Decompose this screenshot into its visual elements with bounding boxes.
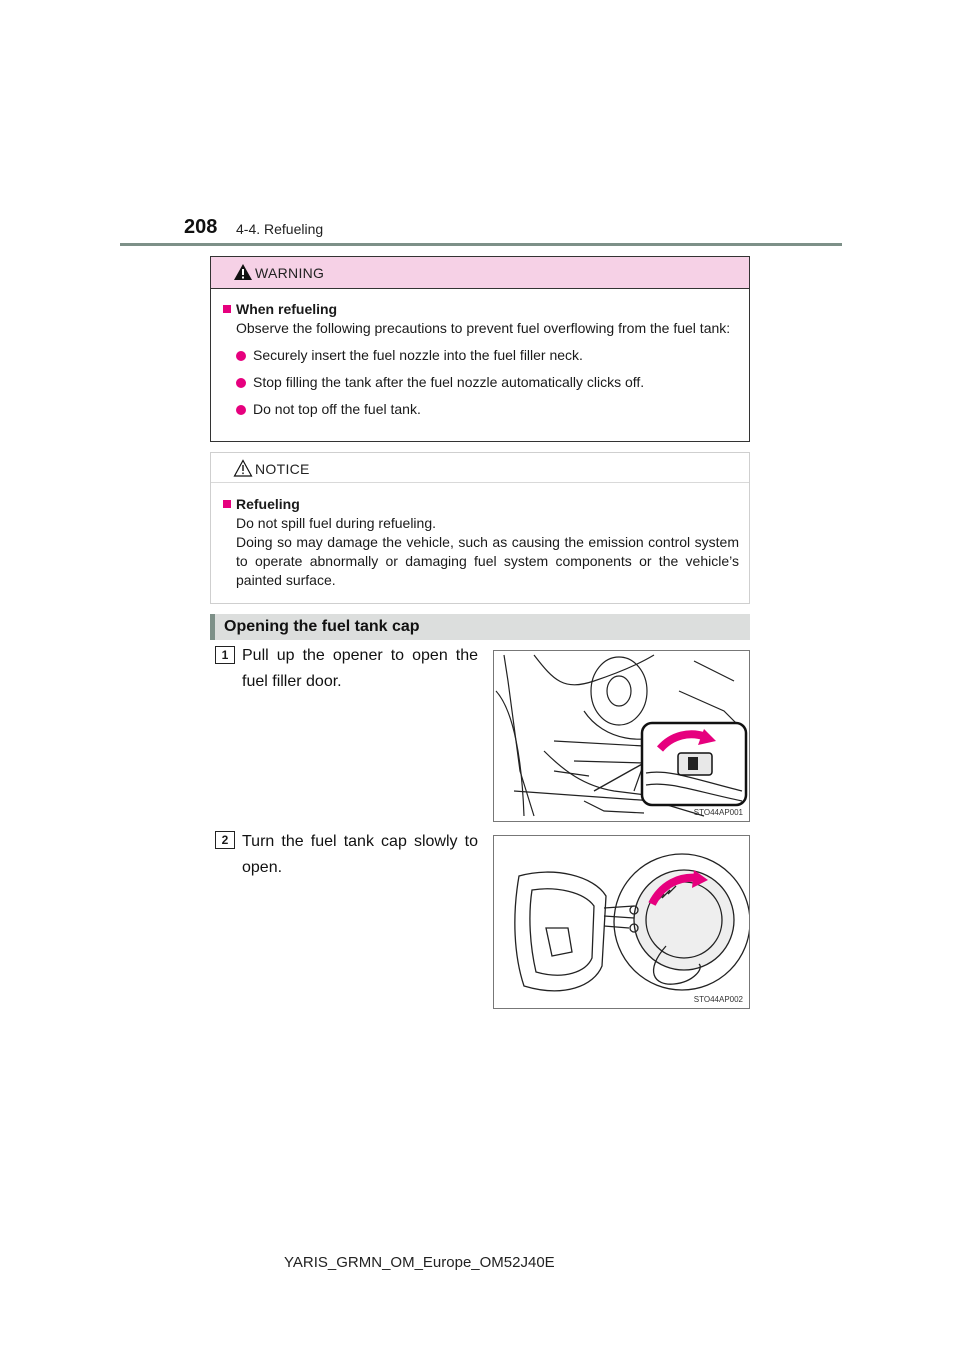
- warning-header: [211, 257, 749, 289]
- warning-intro: Observe the following precautions to prevent fuel overflowing from the fuel tank:: [236, 320, 731, 336]
- square-bullet-icon: [223, 305, 231, 313]
- document-footer: YARIS_GRMN_OM_Europe_OM52J40E: [284, 1254, 555, 1271]
- notice-box: [210, 452, 750, 604]
- figure-fuel-tank-cap: [493, 835, 750, 1009]
- notice-line-2: Doing so may damage the vehicle, such as causing the emission control system to operate abnormally or damaging fuel system components or the vehicle’s painted surface.: [236, 534, 739, 588]
- step-text-1: Pull up the opener to open the fuel filler door.: [242, 647, 478, 690]
- notice-label: NOTICE: [255, 461, 310, 477]
- step-number-2: 2: [215, 831, 235, 849]
- step-number-1: 1: [215, 646, 235, 664]
- fuel-cap-illustration: [494, 836, 750, 1009]
- warning-bullet-text: Do not top off the fuel tank.: [253, 401, 421, 417]
- caution-icon: [233, 459, 253, 477]
- warning-bullet: [223, 346, 739, 365]
- circle-bullet-icon: [236, 351, 246, 361]
- warning-bullet: [223, 400, 739, 419]
- page-number: 208: [184, 216, 218, 238]
- warning-subhead-text: When refueling: [236, 301, 338, 317]
- notice-subhead-text: Refueling: [236, 496, 300, 512]
- header-rule: [120, 243, 842, 246]
- step-text-2: Turn the fuel tank cap slowly to open.: [242, 833, 478, 876]
- section-heading: [210, 614, 750, 640]
- figure-fuel-door-opener: [493, 650, 750, 822]
- notice-header: [211, 453, 749, 483]
- warning-bullet-text: Stop filling the tank after the fuel nozzle automatically clicks off.: [253, 374, 645, 390]
- notice-content: [211, 483, 749, 590]
- circle-bullet-icon: [236, 405, 246, 415]
- section-accent: [210, 614, 215, 640]
- warning-bullet: [223, 373, 739, 392]
- warning-label: WARNING: [255, 265, 325, 281]
- warning-icon: [233, 263, 253, 281]
- section-title: Opening the fuel tank cap: [224, 618, 420, 635]
- section-label: 4-4. Refueling: [236, 221, 324, 237]
- warning-content: [211, 289, 749, 419]
- circle-bullet-icon: [236, 378, 246, 388]
- figure-code: STO44AP002: [693, 995, 743, 1004]
- warning-box: [210, 256, 750, 442]
- car-interior-illustration: [494, 651, 750, 822]
- figure-code: STO44AP001: [693, 808, 743, 817]
- notice-subhead: [223, 495, 739, 514]
- square-bullet-icon: [223, 500, 231, 508]
- notice-line-1: Do not spill fuel during refueling.: [236, 515, 437, 531]
- warning-subhead: [223, 300, 739, 319]
- warning-bullet-text: Securely insert the fuel nozzle into the fuel filler neck.: [253, 347, 583, 363]
